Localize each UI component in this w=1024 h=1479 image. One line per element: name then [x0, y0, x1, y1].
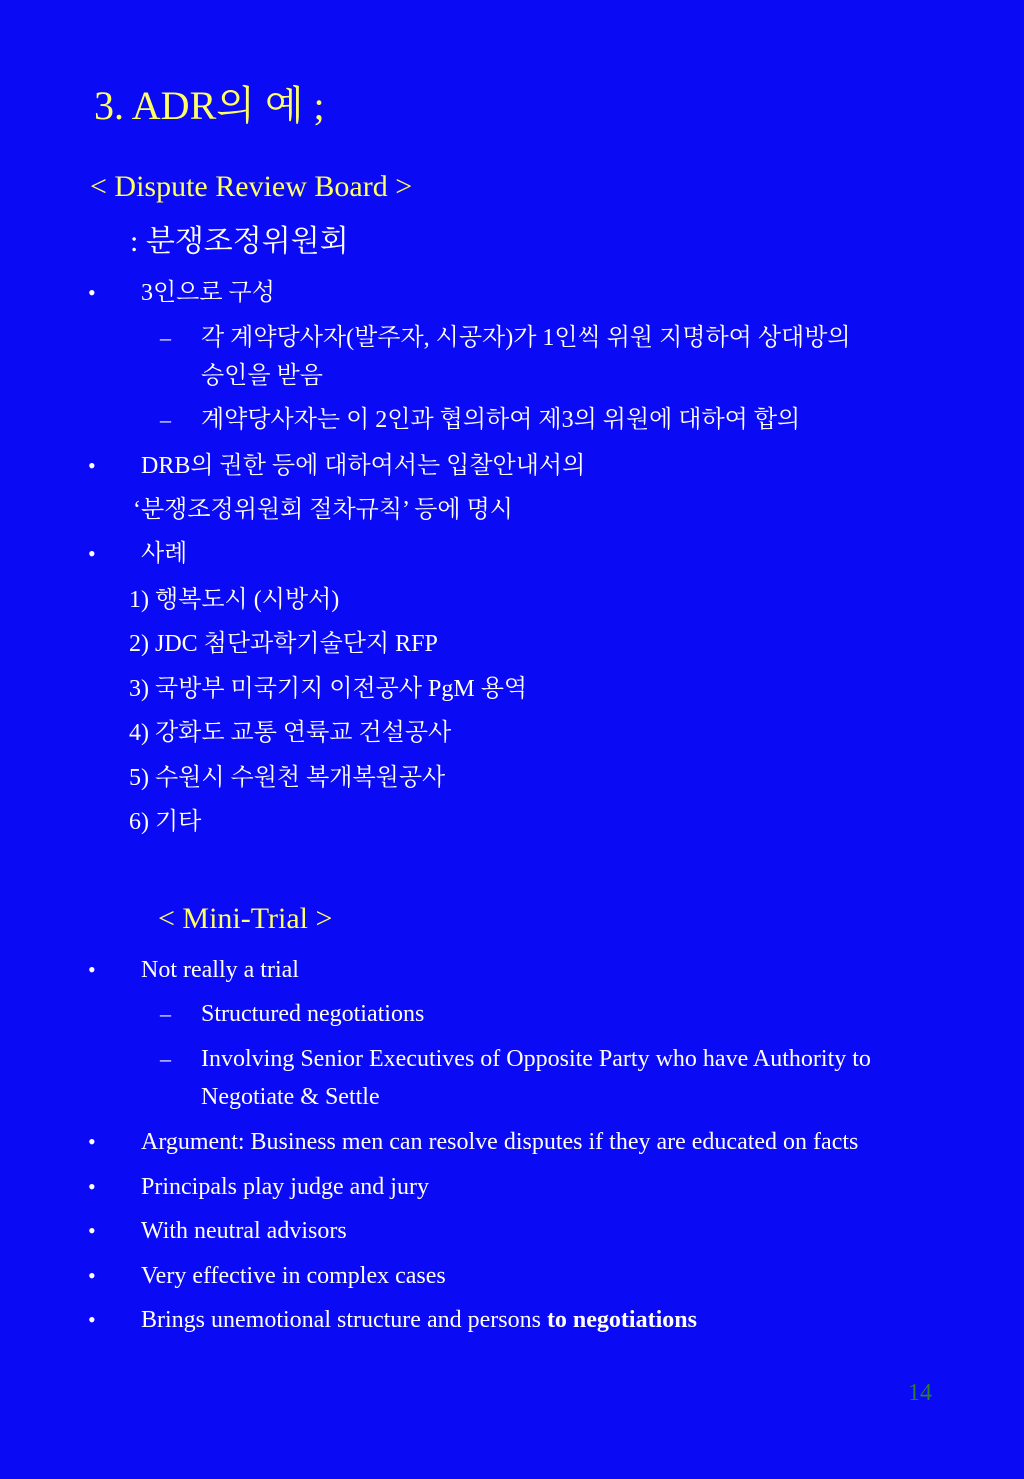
case-item: 6) 기타	[129, 809, 202, 835]
drb-dash-appointment-line2: 승인을 받음	[201, 363, 323, 389]
bullet-marker: •	[88, 1307, 96, 1332]
bullet-marker: •	[88, 453, 96, 478]
page-title: 3. ADR의 예 ;	[94, 83, 325, 128]
case-item: 4) 강화도 교통 연륙교 건설공사	[129, 720, 452, 746]
case-item: 5) 수원시 수원천 복개복원공사	[129, 765, 446, 791]
drb-bullet-authority-line1: DRB의 권한 등에 대하여서는 입찰안내서의	[141, 453, 586, 479]
bullet-marker: •	[88, 541, 96, 566]
drb-heading: < Dispute Review Board >	[90, 170, 413, 203]
drb-dash-third-member: 계약당사자는 이 2인과 협의하여 제3의 위원에 대하여 합의	[201, 407, 801, 433]
dash-marker: –	[160, 325, 171, 350]
mini-trial-heading: < Mini-Trial >	[158, 902, 333, 935]
bullet-marker: •	[88, 1263, 96, 1288]
bullet-marker: •	[88, 1218, 96, 1243]
case-item: 2) JDC 첨단과학기술단지 RFP	[129, 631, 438, 657]
dash-marker: –	[160, 1046, 171, 1071]
drb-subtitle: : 분쟁조정위원회	[130, 225, 349, 258]
drb-bullet-composition: 3인으로 구성	[141, 280, 275, 306]
case-item: 1) 행복도시 (시방서)	[129, 587, 340, 613]
mini-bullet-brings	[141, 1304, 697, 1336]
mini-bullet-argument: Argument: Business men can resolve disputes if they are educated on facts	[141, 1129, 859, 1155]
page-number: 14	[908, 1380, 932, 1406]
mini-bullet-advisors: With neutral advisors	[141, 1218, 347, 1244]
dash-marker: –	[160, 1001, 171, 1026]
mini-bullet-not-trial: Not really a trial	[141, 957, 299, 983]
mini-dash-structured: Structured negotiations	[201, 1001, 425, 1027]
mini-bullet-brings-text: Brings unemotional structure and persons	[141, 1307, 547, 1333]
dash-marker: –	[160, 407, 171, 432]
bullet-marker: •	[88, 1129, 96, 1154]
drb-bullet-cases: 사례	[141, 541, 188, 567]
mini-bullet-brings-bold: to negotiations	[546, 1307, 697, 1333]
mini-dash-involving-line1: Involving Senior Executives of Opposite Party who have Authority to	[201, 1046, 871, 1072]
mini-bullet-effective: Very effective in complex cases	[141, 1263, 446, 1289]
bullet-marker: •	[88, 957, 96, 982]
drb-bullet-authority-line2: ‘분쟁조정위원회 절차규칙’ 등에 명시	[133, 497, 513, 523]
mini-bullet-principals: Principals play judge and jury	[141, 1174, 429, 1200]
drb-dash-appointment-line1: 각 계약당사자(발주자, 시공자)가 1인씩 위원 지명하여 상대방의	[201, 325, 851, 351]
bullet-marker: •	[88, 1174, 96, 1199]
case-item: 3) 국방부 미국기지 이전공사 PgM 용역	[129, 676, 528, 702]
mini-dash-involving-line2: Negotiate & Settle	[201, 1084, 380, 1110]
bullet-marker: •	[88, 280, 96, 305]
